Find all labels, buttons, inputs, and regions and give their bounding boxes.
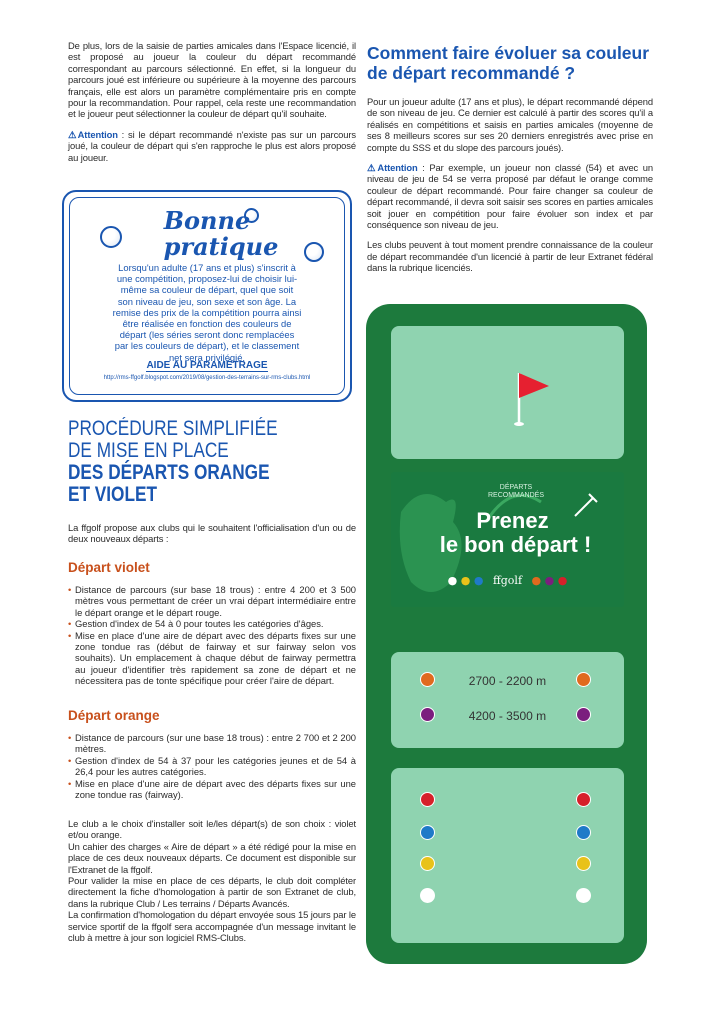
procedure-heading (68, 418, 306, 506)
right-heading (367, 44, 649, 83)
white-tee-marker (420, 888, 435, 903)
attention-label: Attention (377, 162, 418, 174)
bonne-pratique-title-line1: Bonne (163, 206, 251, 235)
tee-markers-tile (391, 768, 624, 943)
closing-paragraph: Le club a le choix d'installer soit le/les départ(s) de son choix : violet et/ou orange. (68, 818, 356, 841)
list-item: • Mise en place d'une aire de départ avec des départs fixes sur une zone tondue ras (début de fairway et sur fairway selon vos souhaits). Un emplacement à chaque début de fairway permettra au joueur d'identifier très rapidement sa zone de départ et ne nécessitera pas de tonte spécifique pour créer l'aire de départ. (68, 630, 356, 687)
ffgolf-logo-text: ffgolf (492, 574, 523, 587)
depart-violet-list (68, 584, 356, 687)
right-body (367, 96, 653, 274)
right-heading-line2: de départ recommandé ? (367, 62, 576, 83)
bonne-pratique-title-line2: pratique (163, 232, 279, 261)
banner-line2: le bon départ ! (439, 532, 592, 557)
right-attention-paragraph (367, 162, 653, 230)
banner-top-label: DÉPARTS RECOMMANDÉS (487, 484, 544, 499)
recommended-tees-panel (366, 304, 647, 964)
attention-text: : Par exemple, un joueur non classé (54) et avec un niveau de jeu de 54 se verra proposé par défaut le orange comme couleur de départ recommandé. Pour faire changer sa couleur de départ recommandé, il devra soit saisir ses scores en parties amicales soit jouer en compétition pour faire évoluer son index et par conséquence son niveau de jeu. (367, 162, 653, 231)
closing-paragraph: La confirmation d'homologation du départ envoyée sous 15 jours par le service sportif de la ffgolf sera accompagnée d'un message invitant le club à mettre à jour son logiciel RMS-Clubs. (68, 909, 356, 944)
list-item: • Gestion d'index de 54 à 0 pour toutes les catégories d'âges. (68, 618, 356, 629)
procedure-heading-line4: ET VIOLET (68, 483, 157, 506)
left-intro (68, 40, 356, 163)
procedure-intro: La ffgolf propose aux clubs qui le souhaitent l'officialisation d'un ou de deux nouveaux départs : (68, 522, 356, 545)
red-tee-marker (420, 792, 435, 807)
right-paragraph-1: Pour un joueur adulte (17 ans et plus), le départ recommandé dépend de son niveau de jeu. Ce dernier est calculé à partir des scores qu'il a réalisés en compétitions et saisis en parties amicales (moyenne de ses 8 meilleurs scores sur ses 20 derniers enregistrés avec prise en compte du SSS et du slope des parcours joués). (367, 96, 653, 153)
orange-distance-range: 2700 - 2200 m (468, 674, 547, 688)
aide-parametrage-url[interactable]: http://rms-ffgolf.blogspot.com/2019/08/gestion-des-terrains-sur-rms-clubs.html (103, 375, 311, 381)
depart-violet-heading: Départ violet (68, 560, 150, 575)
procedure-closing (68, 818, 356, 943)
list-item: • Mise en place d'une aire de départ avec des départs fixes sur une zone tondue ras (fairway). (68, 778, 356, 801)
bonne-pratique-box (62, 190, 352, 402)
attention-text: : si le départ recommandé n'existe pas sur un parcours joué, la couleur de départ qui s'en rapproche le plus est alors proposé au joueur. (68, 128, 356, 163)
right-heading-line1: Comment faire évoluer sa couleur (367, 43, 650, 63)
orange-tee-marker (576, 672, 591, 687)
banner-line1: Prenez (476, 508, 549, 533)
aide-parametrage-label[interactable]: AIDE AU PARAMÉTRAGE (146, 360, 268, 371)
violet-distance-range: 4200 - 3500 m (468, 709, 547, 723)
list-item: • Distance de parcours (sur une base 18 trous) : entre 2 700 et 2 200 mètres. (68, 732, 356, 755)
procedure-heading-line3: DES DÉPARTS ORANGE (68, 461, 270, 484)
procedure-heading-line2: DE MISE EN PLACE (68, 439, 229, 462)
violet-tee-marker (576, 707, 591, 722)
blue-tee-marker (576, 825, 591, 840)
prenez-le-bon-depart-banner (391, 472, 624, 607)
red-tee-marker (576, 792, 591, 807)
distance-tile (391, 652, 624, 748)
intro-paragraph: De plus, lors de la saisie de parties amicales dans l'Espace licencié, il est proposé au joueur la couleur du départ recommandé correspondant au parcours sélectionné. En effet, si la longueur du parcours joué est inférieure ou supérieure à la moyenne des parcours français, elle est alors un paramètre complémentaire pris en compte pour la recommandation. Pour rappel, cela reste une recommandation et le joueur peut sélectionner la couleur de départ qu'il souhaite. (68, 40, 356, 120)
list-item: • Distance de parcours (sur base 18 trous) : entre 4 200 et 3 500 mètres vous permettant de créer un vrai départ intermédiaire entre le départ orange et le départ rouge. (68, 584, 356, 618)
warning-icon: ⚠ (367, 162, 378, 174)
golf-flag-icon (391, 326, 624, 459)
attention-paragraph (68, 129, 356, 163)
golf-tee-icon (571, 490, 601, 520)
yellow-tee-marker (576, 856, 591, 871)
attention-label: Attention (77, 128, 118, 140)
blue-tee-marker (420, 825, 435, 840)
aide-parametrage-link[interactable] (64, 360, 350, 371)
ffgolf-logo: ● ● ● ffgolf ● ● ● (447, 574, 568, 587)
closing-paragraph: Pour valider la mise en place de ces départs, le club doit compléter directement la fiche d'homologation à partir de son Extranet de club, dans la rubrique Club / Les terrains / Départs Avancés. (68, 875, 356, 909)
right-paragraph-3: Les clubs peuvent à tout moment prendre connaissance de la couleur de départ recommandée d'un licencié à partir de leur Extranet fédéral dans la rubrique licenciés. (367, 239, 653, 274)
depart-orange-heading: Départ orange (68, 708, 160, 723)
flag-tile (391, 326, 624, 459)
warning-icon: ⚠ (68, 128, 78, 140)
bonne-pratique-text: Lorsqu'un adulte (17 ans et plus) s'inscrit à une compétition, proposez-lui de choisir lui-même sa couleur de départ, quel que soit son niveau de jeu, son sexe et son âge. La remise des prix de la compétition pourra ainsi être réalisée en fonction des couleurs de départ (les séries seront donc remplacées par les couleurs de départ), et le classement net sera privilégié. (112, 262, 302, 363)
yellow-tee-marker (420, 856, 435, 871)
closing-paragraph: Un cahier des charges « Aire de départ » a été rédigé pour la mise en place de ces deux nouveaux départs. Ce document est disponible sur l'Extranet de la ffgolf. (68, 840, 356, 875)
depart-orange-list (68, 732, 356, 800)
procedure-heading-line1: PROCÉDURE SIMPLIFIÉE (68, 417, 278, 440)
white-tee-marker (576, 888, 591, 903)
list-item: • Gestion d'index de 54 à 37 pour les catégories jeunes et de 54 à 26,4 pour les autres catégories. (68, 755, 356, 778)
